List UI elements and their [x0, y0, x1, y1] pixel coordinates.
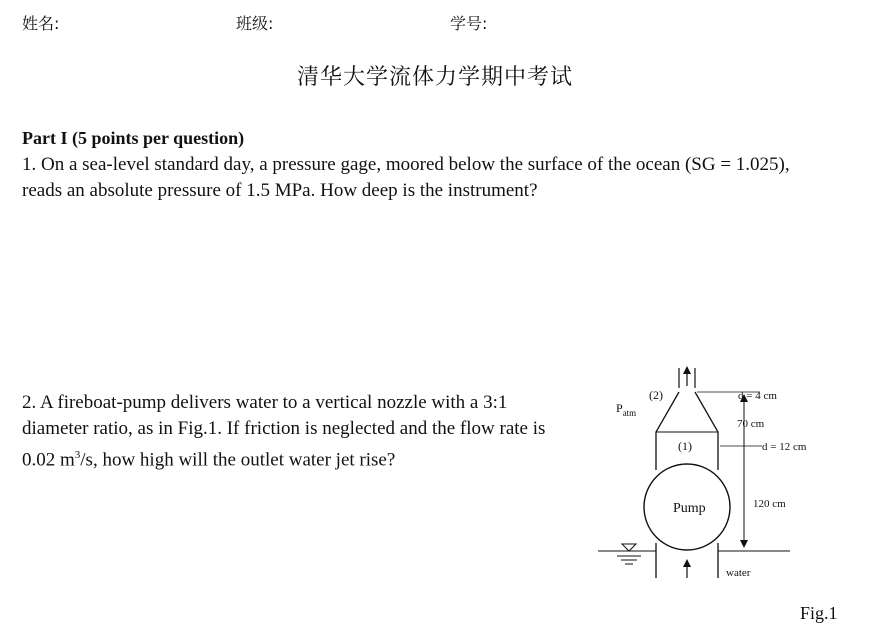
nozzle-left-wall	[656, 392, 679, 470]
question-2-text-a: 2. A fireboat-pump delivers water to a vertical nozzle with a 3:1 diameter ratio, as in Fig.1. If friction is neglected and the flow rate is 0.02 m	[22, 392, 546, 471]
class-field-label: 班级:	[236, 14, 274, 33]
student-id-field-label: 学号:	[450, 14, 488, 33]
p-atm-label: $P_{atm}$	[616, 401, 637, 418]
nozzle-right-wall	[695, 392, 718, 470]
section-1-label: (1)	[678, 439, 692, 453]
pump-label: Pump	[673, 501, 706, 516]
question-2-superscript: 3	[74, 449, 81, 461]
question-2-text-b: /s, how high will the outlet water jet rise?	[80, 449, 396, 471]
name-field-label: 姓名:	[22, 14, 60, 33]
inlet-diameter-label: d = 12 cm	[762, 441, 807, 453]
outlet-diameter-label: d = 4 cm	[738, 390, 777, 402]
figure-caption: Fig.1	[800, 603, 838, 623]
section-2-label: (2)	[649, 388, 663, 402]
part-heading: Part I (5 points per question)	[22, 128, 245, 148]
pump-height-label: 120 cm	[753, 498, 786, 510]
free-surface-symbol	[622, 544, 636, 551]
water-label: water	[726, 567, 751, 579]
exam-title: 清华大学流体力学期中考试	[296, 65, 573, 90]
nozzle-length-label: 70 cm	[737, 418, 765, 430]
question-1: 1. On a sea-level standard day, a pressure gage, moored below the surface of the ocean (SG = 1.025), reads an absolute pressure of 1.5 MPa. How deep is the instrument?	[22, 154, 790, 201]
